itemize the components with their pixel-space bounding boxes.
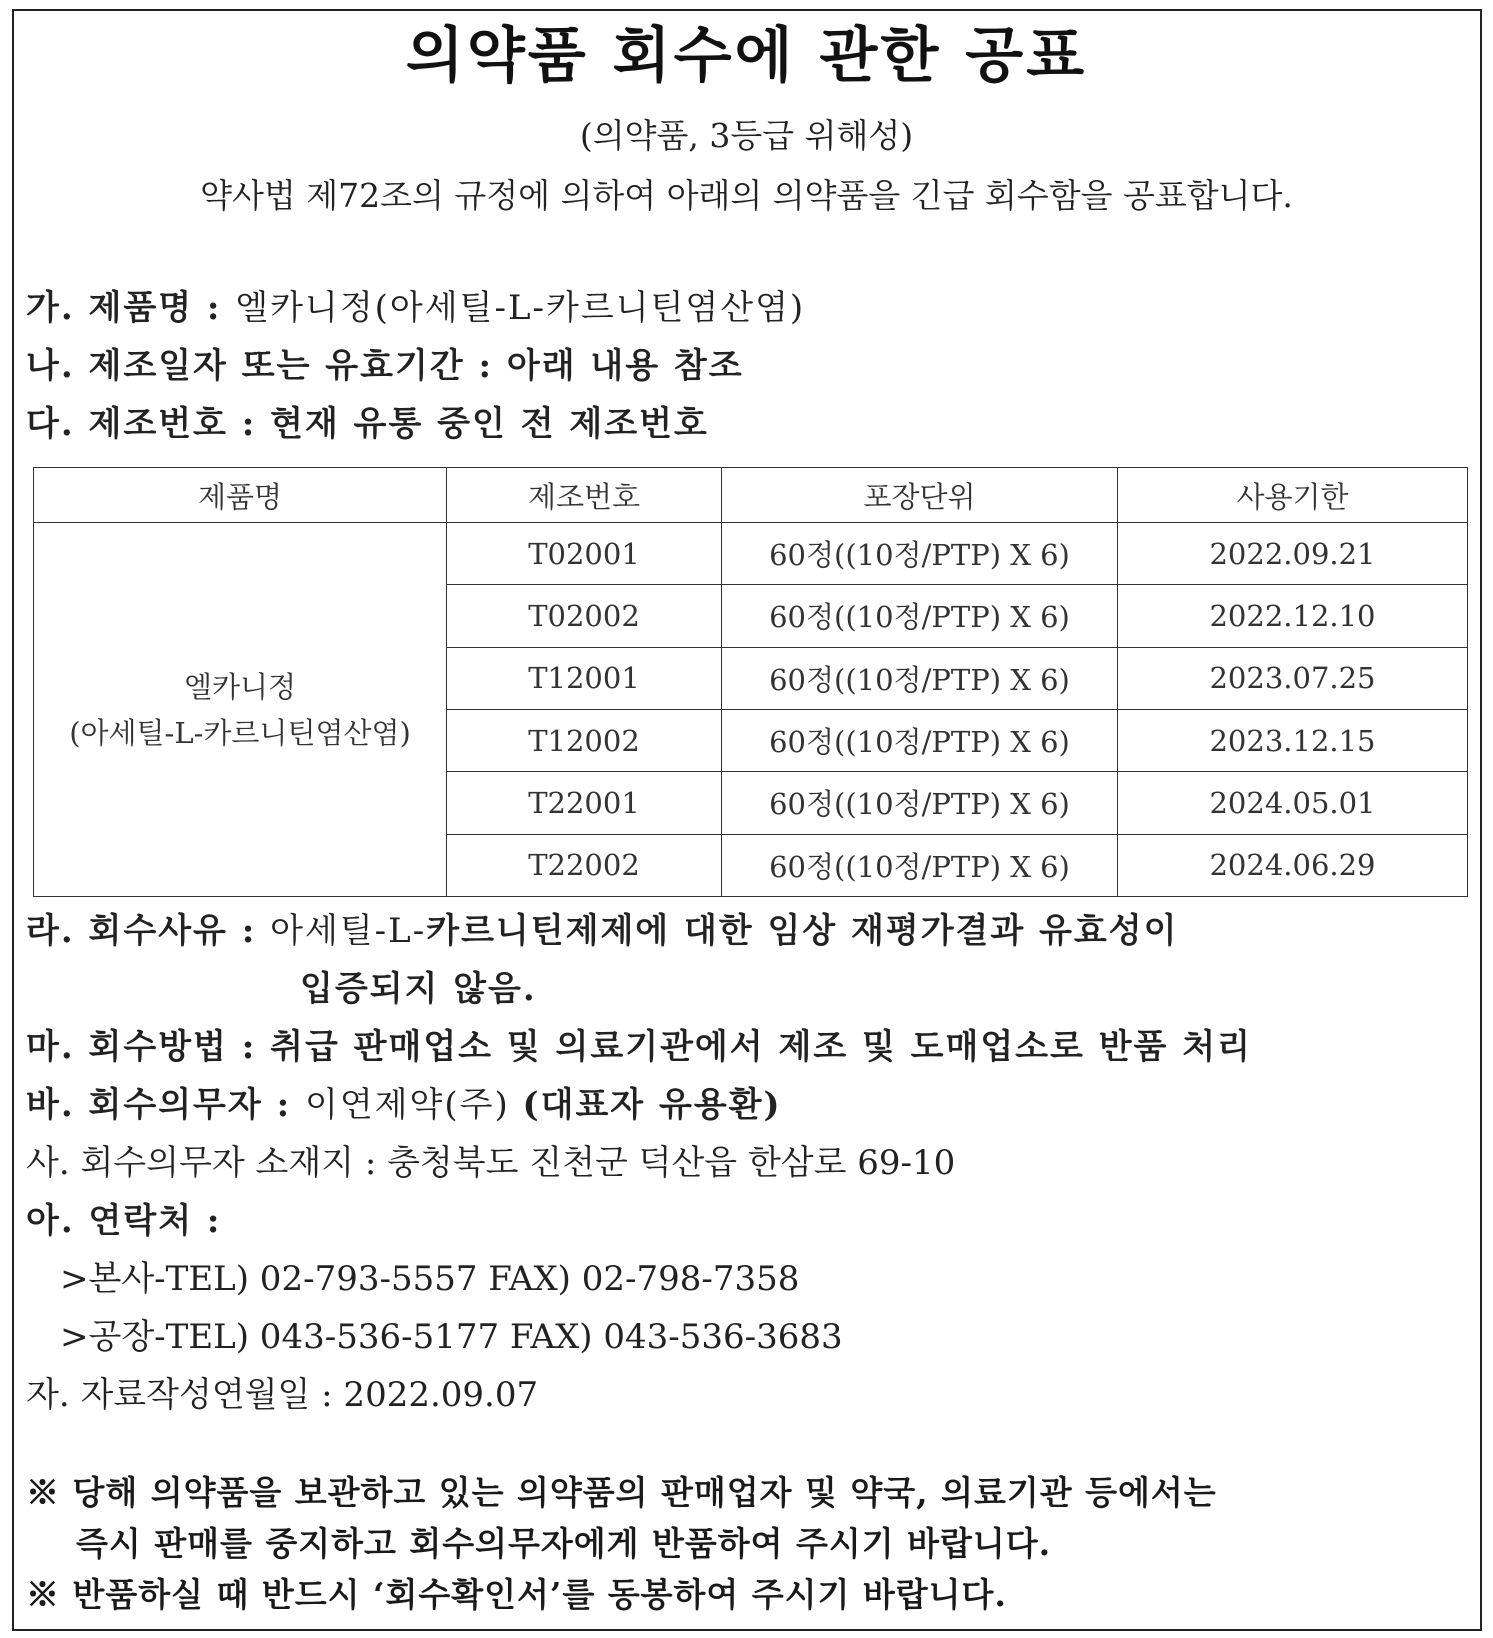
item-label: 바. 회수의무자 :	[26, 1085, 305, 1125]
lot-cell: T02001	[447, 523, 722, 585]
lot-cell: T12001	[447, 647, 722, 709]
item-value-plain: 이연제약(주)	[304, 1085, 523, 1125]
lot-cell: T22001	[447, 772, 722, 834]
item-label: 나. 제조일자 또는 유효기간 :	[26, 346, 507, 386]
expiry-cell: 2022.09.21	[1118, 523, 1468, 585]
item-recall-method	[26, 1019, 1252, 1068]
pack-cell: 60정((10정/PTP) X 6)	[722, 772, 1118, 834]
subtitle: (의약품, 3등급 위해성)	[579, 116, 914, 155]
product-name: 엘카니정	[183, 669, 297, 704]
expiry-cell: 2023.12.15	[1118, 709, 1468, 771]
recall-table	[33, 467, 1468, 897]
item-lot-number	[26, 396, 709, 445]
item-manufacture-date	[26, 338, 744, 387]
item-value: 엘카니정(아세틸-L-카르니틴염산염)	[235, 288, 806, 328]
item-recall-obligor	[26, 1077, 782, 1126]
header-product: 제품명	[34, 468, 447, 523]
header-lot: 제조번호	[447, 468, 722, 523]
expiry-cell: 2023.07.25	[1118, 647, 1468, 709]
contact-hq: >본사-TEL) 02-793-5557 FAX) 02-798-7358	[60, 1259, 800, 1299]
item-label: 라. 회수사유 :	[26, 911, 271, 951]
intro-text: 약사법 제72조의 규정에 의하여 아래의 의약품을 긴급 회수함을 공표합니다.	[200, 176, 1293, 215]
item-product-name	[26, 280, 805, 329]
item-contact-label: 아. 연락처 :	[26, 1201, 222, 1241]
product-cell	[34, 523, 447, 897]
lot-cell: T22002	[447, 834, 722, 896]
item-value-plain: 아세틸-L-	[270, 911, 427, 951]
lot-cell: T02002	[447, 585, 722, 647]
item-value: 취급 판매업소 및 의료기관에서 제조 및 도매업소로 반품 처리	[270, 1027, 1252, 1067]
item-label: 마. 회수방법 :	[26, 1027, 271, 1067]
table-header-row	[34, 468, 1468, 523]
header-expiry: 사용기한	[1118, 468, 1468, 523]
table-row	[34, 523, 1468, 585]
page-title: 의약품 회수에 관한 공표	[405, 21, 1088, 91]
notice-2: ※ 반품하실 때 반드시 ‘회수확인서’를 동봉하여 주시기 바랍니다.	[26, 1575, 1007, 1614]
item-recall-reason	[26, 903, 1178, 952]
item-obligor-address: 사. 회수의무자 소재지 : 충청북도 진천군 덕산읍 한삼로 69-10	[26, 1143, 956, 1183]
item-value: 아래 내용 참조	[506, 346, 744, 386]
pack-cell: 60정((10정/PTP) X 6)	[722, 834, 1118, 896]
expiry-cell: 2024.05.01	[1118, 772, 1468, 834]
pack-cell: 60정((10정/PTP) X 6)	[722, 585, 1118, 647]
pack-cell: 60정((10정/PTP) X 6)	[722, 523, 1118, 585]
item-label: 다. 제조번호 :	[26, 404, 271, 444]
item-value: 카르니틴제제에 대한 임상 재평가결과 유효성이	[426, 911, 1179, 951]
pack-cell: 60정((10정/PTP) X 6)	[722, 647, 1118, 709]
notice-1-line-2: 즉시 판매를 중지하고 회수의무자에게 반품하여 주시기 바랍니다.	[76, 1524, 1052, 1563]
item-prepared-date: 자. 자료작성연월일 : 2022.09.07	[26, 1375, 539, 1415]
item-value: 현재 유통 중인 전 제조번호	[270, 404, 709, 444]
expiry-cell: 2022.12.10	[1118, 585, 1468, 647]
item-recall-reason-cont: 입증되지 않음.	[300, 969, 537, 1009]
lot-cell: T12002	[447, 709, 722, 771]
item-label: 가. 제품명 :	[26, 288, 236, 328]
header-pack: 포장단위	[722, 468, 1118, 523]
pack-cell: 60정((10정/PTP) X 6)	[722, 709, 1118, 771]
notice-1-line-1: ※ 당해 의약품을 보관하고 있는 의약품의 판매업자 및 약국, 의료기관 등에서는	[26, 1473, 1217, 1512]
product-ingredient: (아세틸-L-카르니틴염산염)	[69, 715, 411, 750]
contact-factory: >공장-TEL) 043-536-5177 FAX) 043-536-3683	[60, 1317, 843, 1357]
item-value: (대표자 유용환)	[522, 1085, 782, 1125]
expiry-cell: 2024.06.29	[1118, 834, 1468, 896]
